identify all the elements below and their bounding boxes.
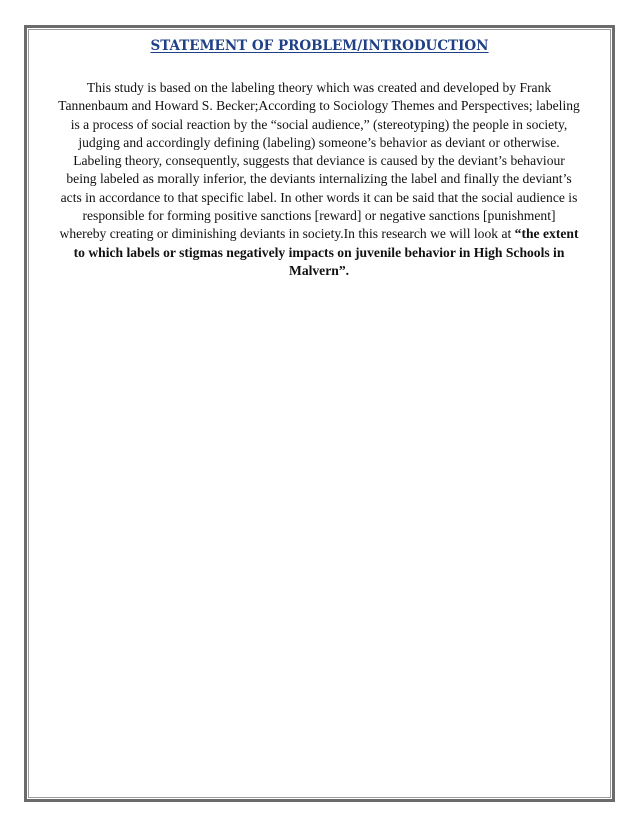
body-paragraph [58,79,580,280]
paragraph-emphasis: “the extent to which labels or stigmas negatively impacts on juvenile behavior in High Schools in Malvern”. [73,226,579,278]
paragraph-text: This study is based on the labeling theory which was created and developed by Frank Tannenbaum and Howard S. Becker;According to Sociology Themes and Perspectives; labeling is a process of social reaction by the “social audience,” (stereotyping) the people in society, judging and accordingly defining (labeling) someone’s behavior as deviant or otherwise. Labeling theory, consequently, suggests that deviance is caused by the deviant’s behaviour being labeled as morally inferior, the deviants internalizing the label and finally the deviant’s acts in accordance to that specific label. In other words it can be said that the social audience is responsible for forming positive sanctions [reward] or negative sanctions [punishment] whereby creating or diminishing deviants in society.In this research we will look at [58,80,580,242]
section-heading: STATEMENT OF PROBLEM/INTRODUCTION [150,38,489,54]
